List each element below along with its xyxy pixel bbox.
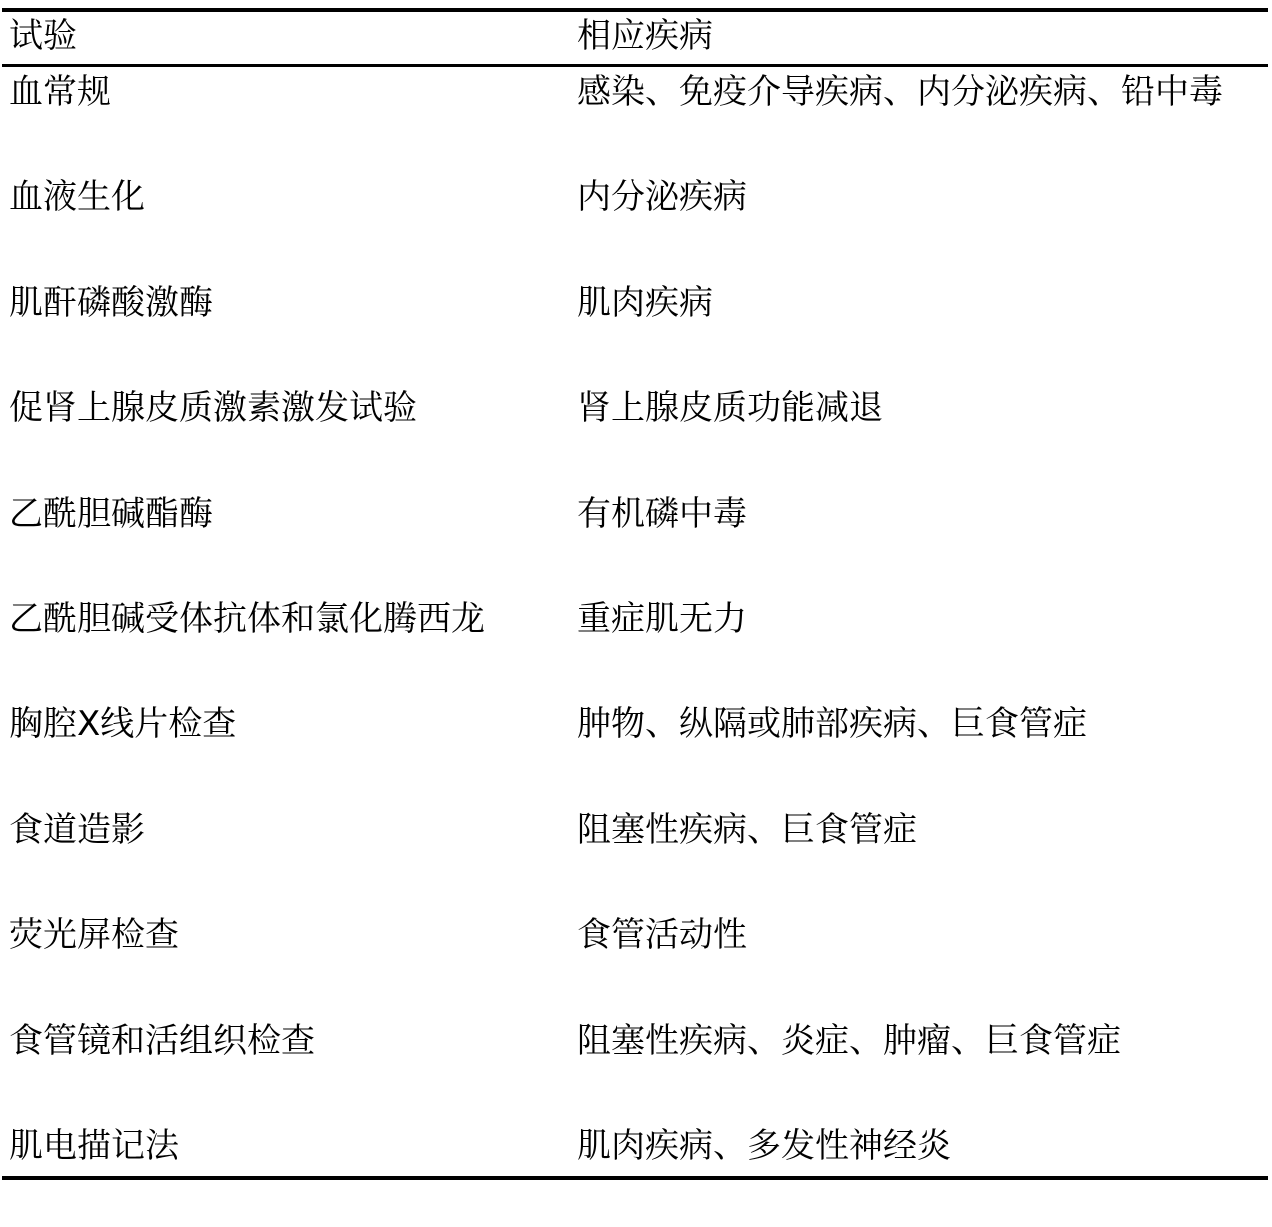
header-disease: 相应疾病 — [577, 16, 713, 56]
disease-cell: 阻塞性疾病、炎症、肿瘤、巨食管症 — [577, 1020, 1121, 1061]
table-header-rule — [2, 64, 1268, 67]
table-row — [0, 68, 1268, 173]
test-cell: 食管镜和活组织检查 — [9, 1020, 315, 1061]
test-cell: 荧光屏检查 — [9, 915, 179, 956]
disease-cell: 有机磷中毒 — [577, 493, 747, 534]
disease-cell: 重症肌无力 — [577, 598, 747, 639]
table-row — [0, 384, 1268, 489]
table-bottom-rule — [2, 1176, 1268, 1180]
disease-cell: 感染、免疫介导疾病、内分泌疾病、铅中毒 — [577, 72, 1223, 112]
table-row — [0, 490, 1268, 595]
table-row — [0, 173, 1268, 278]
table-row — [0, 911, 1268, 1016]
test-cell: 胸腔X线片检查 — [9, 704, 237, 745]
table-body — [0, 68, 1268, 1227]
test-cell: 促肾上腺皮质激素激发试验 — [9, 388, 417, 429]
test-cell: 食道造影 — [9, 809, 145, 850]
table-row — [0, 806, 1268, 911]
table-top-rule — [2, 8, 1268, 12]
table-row — [0, 1017, 1268, 1122]
table-header-row — [0, 14, 1268, 64]
disease-cell: 肾上腺皮质功能减退 — [577, 388, 883, 429]
disease-cell: 肌肉疾病 — [577, 282, 713, 323]
test-cell: 血液生化 — [9, 177, 145, 218]
table-row — [0, 1122, 1268, 1227]
test-cell: 肌电描记法 — [9, 1125, 179, 1166]
test-cell: 肌酐磷酸激酶 — [9, 282, 213, 323]
table-row — [0, 595, 1268, 700]
disease-cell: 阻塞性疾病、巨食管症 — [577, 809, 917, 850]
disease-cell: 食管活动性 — [577, 915, 747, 956]
disease-cell: 肿物、纵隔或肺部疾病、巨食管症 — [577, 704, 1087, 745]
test-cell: 乙酰胆碱酯酶 — [9, 493, 213, 534]
test-cell: 乙酰胆碱受体抗体和氯化腾西龙 — [9, 598, 485, 639]
table-row — [0, 279, 1268, 384]
test-cell: 血常规 — [9, 72, 111, 112]
disease-cell: 肌肉疾病、多发性神经炎 — [577, 1125, 951, 1166]
table-row — [0, 700, 1268, 805]
disease-cell: 内分泌疾病 — [577, 177, 747, 218]
header-test: 试验 — [9, 16, 77, 56]
